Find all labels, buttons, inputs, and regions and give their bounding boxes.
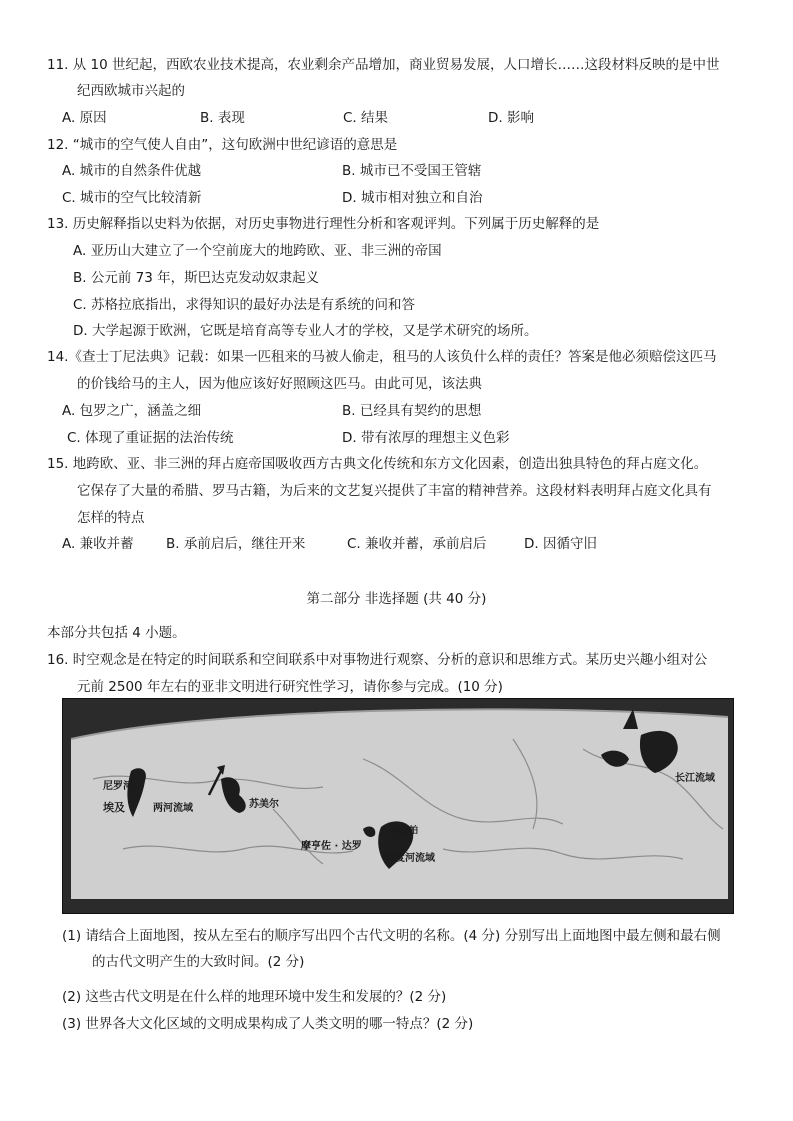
q16-stem-line2: 元前 2500 年左右的亚非文明进行研究性学习，请你参与完成。(10 分) [77, 679, 503, 695]
q14-stem-line2: 的价钱给马的主人，因为他应该好好照顾这匹马。由此可见，该法典 [77, 376, 482, 392]
q13-option-b: B. 公元前 73 年，斯巴达克发动奴隶起义 [73, 270, 320, 286]
q12-stem: 12. “城市的空气使人自由”，这句欧洲中世纪谚语的意思是 [47, 137, 398, 153]
q16-sub3: (3) 世界各大文化区域的文明成果构成了人类文明的哪一特点？(2 分) [62, 1016, 474, 1032]
q14-stem-line1: 14.《查士丁尼法典》记载：如果一匹租来的马被人偷走，租马的人该负什么样的责任？答案是他必须赔偿这匹马 [47, 349, 717, 365]
q14-option-c: C. 体现了重证据的法治传统 [67, 430, 234, 446]
q15-stem-line1: 15. 地跨欧、亚、非三洲的拜占庭帝国吸收西方古典文化传统和东方文化因素，创造出独具特色的拜占庭文化。 [47, 456, 708, 472]
q13-option-c: C. 苏格拉底指出，求得知识的最好办法是有系统的问和答 [73, 297, 416, 313]
q11-stem-line1: 11. 从 10 世纪起，西欧农业技术提高，农业剩余产品增加，商业贸易发展，人口增长……这段材料反映的是中世 [47, 57, 720, 73]
q12-option-b: B. 城市已不受国王管辖 [342, 163, 482, 179]
q12-option-a: A. 城市的自然条件优越 [62, 163, 202, 179]
q11-option-a: A. 原因 [62, 110, 107, 126]
map-label-nile: 尼罗河 [103, 781, 133, 792]
q11-option-c: C. 结果 [343, 110, 389, 126]
map-label-indus: 印度河流域 [385, 853, 435, 864]
q13-option-d: D. 大学起源于欧洲，它既是培育高等专业人才的学校，又是学术研究的场所。 [73, 323, 538, 339]
map-label-mesopotamia: 两河流域 [153, 803, 193, 814]
q15-option-a: A. 兼收并蓄 [62, 536, 134, 552]
q15-stem-line2: 它保存了大量的希腊、罗马古籍，为后来的文艺复兴提供了丰富的精神营养。这段材料表明拜占庭文化具有 [77, 483, 712, 499]
q16-sub1-line2: 的古代文明产生的大致时间。(2 分) [92, 954, 305, 970]
q11-option-d: D. 影响 [488, 110, 534, 126]
q14-option-d: D. 带有浓厚的理想主义色彩 [342, 430, 510, 446]
section2-intro: 本部分共包括 4 小题。 [47, 625, 186, 641]
q16-sub1-line1: (1) 请结合上面地图，按从左至右的顺序写出四个古代文明的名称。(4 分) 分别写出上面地图中最左侧和最右侧 [62, 928, 721, 944]
q15-option-c: C. 兼收并蓄，承前启后 [347, 536, 487, 552]
map-label-yangtze: 长江流域 [675, 773, 715, 784]
q13-option-a: A. 亚历山大建立了一个空前庞大的地跨欧、亚、非三洲的帝国 [73, 243, 442, 259]
ancient-civilizations-map [62, 698, 734, 914]
map-label-egypt: 埃及 [103, 801, 125, 814]
q11-stem-line2: 纪西欧城市兴起的 [77, 83, 185, 99]
q12-option-d: D. 城市相对独立和自治 [342, 190, 483, 206]
q15-option-d: D. 因循守旧 [524, 536, 597, 552]
q15-stem-line3: 怎样的特点 [77, 510, 145, 526]
q15-option-b: B. 承前启后，继往开来 [166, 536, 306, 552]
map-label-sumer: 苏美尔 [249, 799, 279, 810]
q13-stem: 13. 历史解释指以史料为依据，对历史事物进行理性分析和客观评判。下列属于历史解释的是 [47, 216, 600, 232]
map-label-mohenjo-daro: 摩亨佐 · 达罗 [301, 841, 362, 852]
q12-option-c: C. 城市的空气比较清新 [62, 190, 202, 206]
map-label-harappa: 哈拉帕 [391, 826, 419, 836]
q14-option-b: B. 已经具有契约的思想 [342, 403, 482, 419]
section2-title: 第二部分 非选择题 (共 40 分) [306, 591, 487, 607]
q16-stem-line1: 16. 时空观念是在特定的时间联系和空间联系中对事物进行观察、分析的意识和思维方式。某历史兴趣小组对公 [47, 652, 708, 668]
q16-sub2: (2) 这些古代文明是在什么样的地理环境中发生和发展的？(2 分) [62, 989, 447, 1005]
q11-option-b: B. 表现 [200, 110, 245, 126]
q14-option-a: A. 包罗之广，涵盖之细 [62, 403, 202, 419]
